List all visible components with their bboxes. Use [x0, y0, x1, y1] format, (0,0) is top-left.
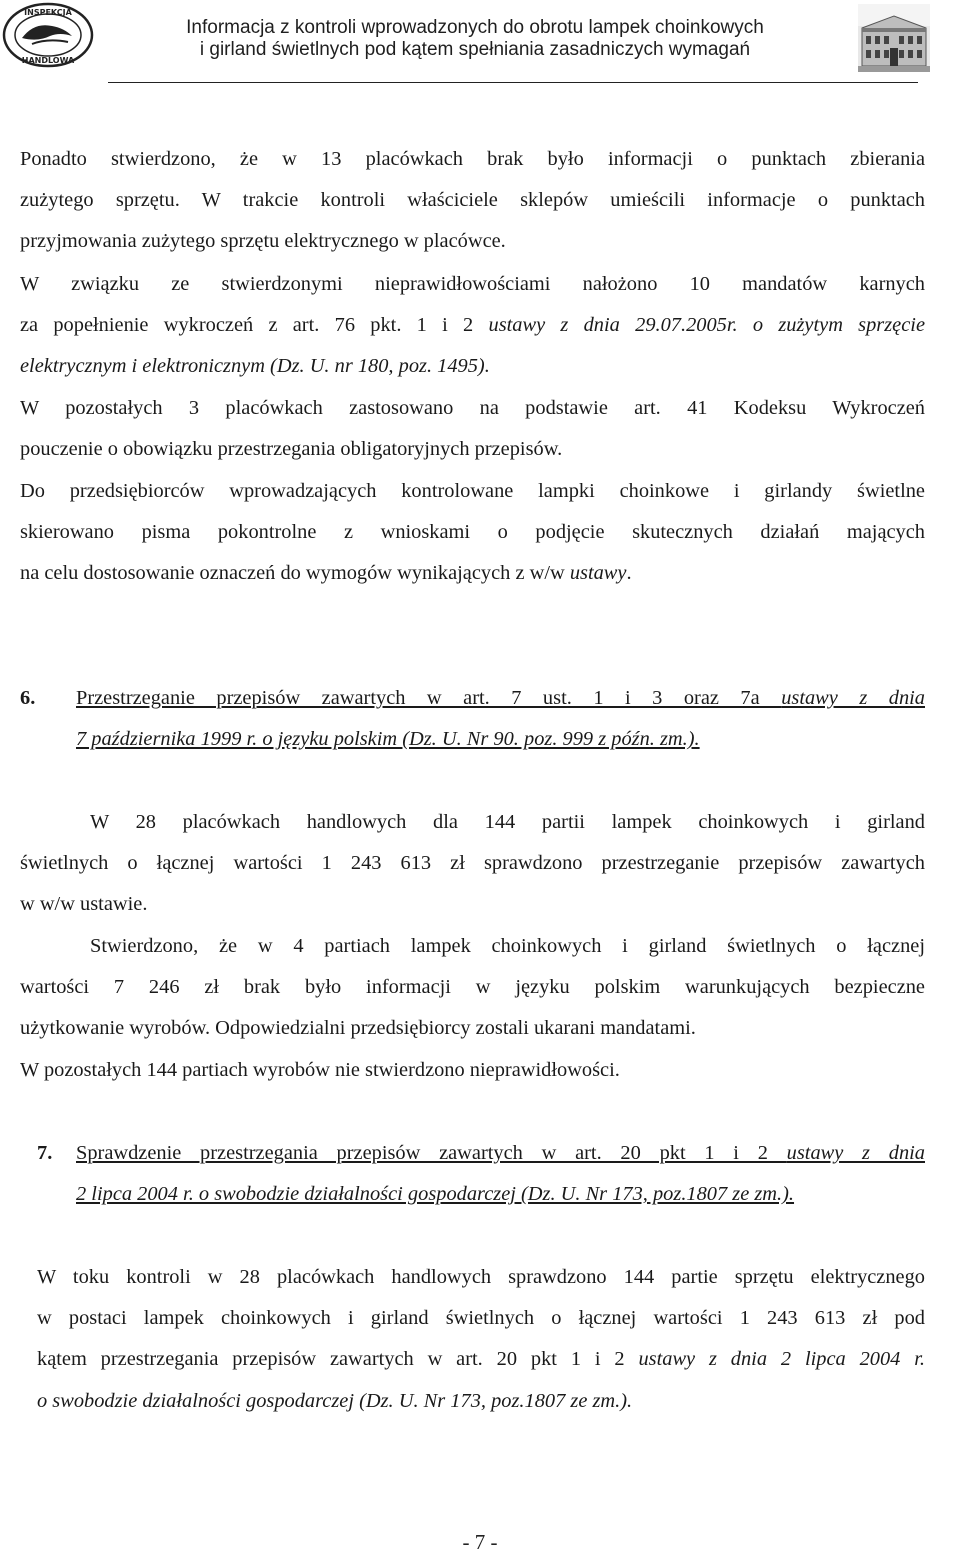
text-line — [37, 1381, 925, 1422]
text-span: za popełnienie wykroczeń z art. 76 pkt. 1 i 2 — [20, 314, 489, 337]
text-line — [76, 1133, 925, 1174]
text-line — [20, 346, 925, 387]
paragraph-language-findings — [20, 926, 925, 1091]
title-line-2: i girland świetlnych pod kątem spełniania zasadniczych wymagań — [199, 39, 751, 60]
act-citation: ustawy z dnia 2 lipca 2004 r. — [638, 1348, 925, 1371]
section-number: 6. — [20, 687, 36, 709]
text-line: W 28 placówkach handlowych dla 144 partii lampek choinkowych i girland — [90, 811, 925, 833]
section-7-heading — [20, 1133, 925, 1217]
paragraph-language-check — [20, 802, 925, 926]
act-citation: ustawy z dnia — [781, 687, 925, 709]
section-6-heading — [20, 678, 925, 762]
text-line: W pozostałych 3 placówkach zastosowano na podstawie art. 41 Kodeksu Wykroczeń — [20, 397, 925, 419]
text-line: W związku ze stwierdzonymi nieprawidłowościami nałożono 10 mandatów karnych — [20, 273, 925, 295]
paragraph-post-inspection-letters — [20, 471, 925, 595]
building-photo — [858, 4, 930, 72]
text-line: W toku kontroli w 28 placówkach handlowych sprawdzono 144 partie sprzętu elektrycznego — [37, 1266, 925, 1288]
header-divider — [108, 82, 918, 83]
text-span: Sprawdzenie przestrzegania przepisów zawartych w art. 20 pkt 1 i 2 — [76, 1142, 787, 1164]
text-span: na celu dostosowanie oznaczeń do wymogów wynikających z w/w — [20, 562, 570, 585]
text-line: skierowano pisma pokontrolne z wnioskami o podjęcie skutecznych działań mających — [20, 521, 925, 544]
inspekcja-handlowa-logo — [2, 2, 94, 68]
text-line — [76, 719, 925, 760]
text-line: użytkowanie wyrobów. Odpowiedzialni przedsiębiorcy zostali ukarani mandatami. — [20, 1017, 696, 1040]
act-citation: ustawy z dnia — [786, 1142, 925, 1164]
svg-text:INSPEKCJA: INSPEKCJA — [24, 8, 72, 17]
svg-text:HANDLOWA: HANDLOWA — [21, 56, 75, 65]
text-line: W pozostałych 144 partiach wyrobów nie stwierdzono nieprawidłowości. — [20, 1058, 620, 1081]
paragraph-instruction — [20, 388, 925, 470]
document-title — [100, 17, 850, 61]
page-header — [0, 0, 960, 86]
section-number: 7. — [37, 1142, 53, 1164]
text-line: Stwierdzono, że w 4 partiach lampek choinkowych i girland świetlnych o łącznej — [90, 935, 925, 957]
act-citation: 7 października 1999 r. o języku polskim (Dz. U. Nr 90. poz. 999 z późn. zm.). — [76, 728, 700, 751]
text-line: świetlnych o łącznej wartości 1 243 613 zł sprawdzono przestrzeganie przepisów zawartych — [20, 852, 925, 875]
text-line: wartości 7 246 zł brak było informacji w języku polskim warunkujących bezpieczne — [20, 976, 925, 999]
act-citation: elektrycznym i elektronicznym (Dz. U. nr 180, poz. 1495). — [20, 355, 490, 378]
text-line — [20, 305, 925, 346]
act-citation: o swobodzie działalności gospodarczej (Dz. U. Nr 173, poz.1807 ze zm.). — [37, 1389, 633, 1412]
title-line-1: Informacja z kontroli wprowadzonych do obrotu lampek choinkowych — [186, 17, 764, 38]
text-line — [76, 1174, 925, 1215]
paragraph-fines — [20, 264, 925, 388]
text-line — [76, 678, 925, 719]
page-number: - 7 - — [462, 1530, 498, 1554]
text-span: kątem przestrzegania przepisów zawartych w art. 20 pkt 1 i 2 — [37, 1348, 639, 1371]
act-citation: 2 lipca 2004 r. o swobodzie działalności gospodarczej (Dz. U. Nr 173, poz.1807 ze zm.). — [76, 1183, 795, 1206]
text-line: w w/w ustawie. — [20, 893, 148, 916]
text-line — [20, 553, 925, 594]
text-line: pouczenie o obowiązku przestrzegania obligatoryjnych przepisów. — [20, 438, 563, 461]
act-reference: ustawy — [569, 562, 627, 585]
text-line: zużytego sprzętu. W trakcie kontroli właściciele sklepów umieścili informacje o punktach — [20, 189, 925, 212]
text-line: Do przedsiębiorców wprowadzających kontrolowane lampki choinkowe i girlandy świetlne — [20, 480, 925, 502]
act-citation: ustawy z dnia 29.07.2005r. o zużytym sprzęcie — [488, 314, 925, 337]
section-title — [76, 678, 925, 760]
text-line: przyjmowania zużytego sprzętu elektrycznego w placówce. — [20, 230, 506, 253]
section-title — [76, 1133, 925, 1215]
text-span: Przestrzeganie przepisów zawartych w art. 7 ust. 1 i 3 oraz 7a — [76, 687, 782, 709]
text-line: Ponadto stwierdzono, że w 13 placówkach brak było informacji o punktach zbierania — [20, 148, 925, 170]
paragraph-business-act-check — [37, 1257, 925, 1422]
text-span: . — [626, 562, 632, 585]
text-line — [37, 1339, 925, 1380]
paragraph-missing-collection-info — [20, 139, 925, 263]
text-line: w postaci lampek choinkowych i girland świetlnych o łącznej wartości 1 243 613 zł pod — [37, 1307, 925, 1330]
